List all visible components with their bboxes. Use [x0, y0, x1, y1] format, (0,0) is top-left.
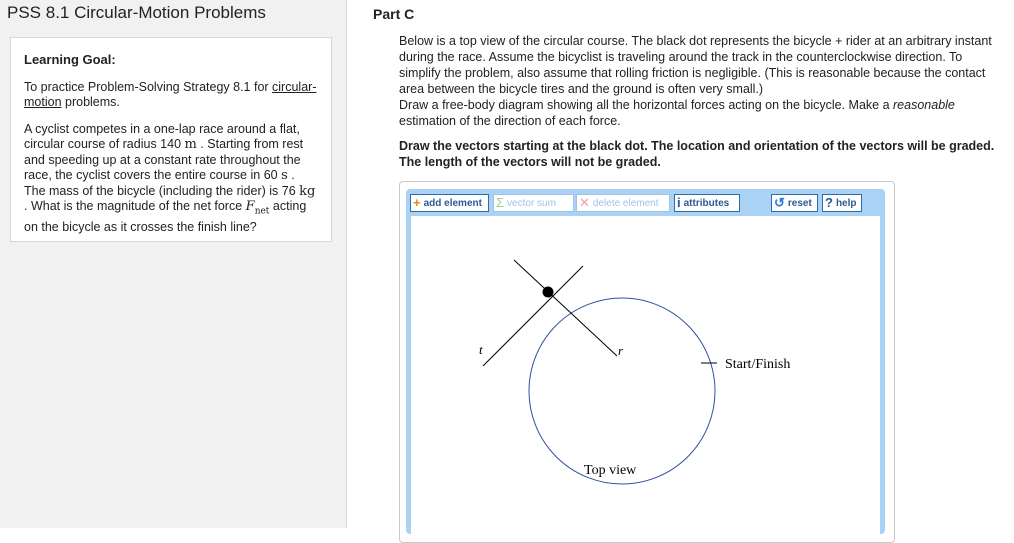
- help-button[interactable]: ? help: [822, 194, 862, 212]
- page-title: PSS 8.1 Circular-Motion Problems: [7, 3, 266, 22]
- left-panel: [0, 0, 347, 528]
- drawing-tool-frame: [406, 189, 885, 534]
- drawing-canvas[interactable]: [411, 216, 880, 534]
- reset-icon: ↺: [774, 195, 785, 210]
- tangent-line: [483, 266, 583, 366]
- delete-element-button[interactable]: ✕ delete element: [576, 194, 670, 212]
- main-content: [347, 0, 1014, 528]
- grading-instruction: Draw the vectors starting at the black dot. The location and orientation of the vectors will be graded. The length of the vectors will not be graded.: [399, 139, 995, 169]
- circular-motion-link[interactable]: circular-motion: [24, 79, 317, 109]
- mass-unit: kg: [299, 183, 316, 199]
- drawing-tool: [399, 181, 895, 543]
- time-value: 60: [263, 168, 278, 182]
- plus-icon: +: [413, 195, 421, 210]
- radius-value: 140: [160, 137, 182, 151]
- part-label: Part C: [373, 6, 415, 22]
- add-element-button[interactable]: + add element: [410, 194, 489, 212]
- attributes-button[interactable]: i attributes: [674, 194, 740, 212]
- force-symbol: $F_{net}$: [245, 199, 270, 217]
- description-text: Below is a top view of the circular course. The black dot represents the bicycle + rider at an arbitrary instant during the race. Assume the bicyclist is traveling around the track in the counterclockwise direction. To simplify the problem, also assume that rolling friction is negligible. (This is reasonable because the contact area between the bicycle tires and the ground is often very small.): [399, 34, 992, 96]
- course-diagram-svg: [411, 216, 880, 534]
- radius-unit: m: [184, 137, 197, 152]
- radial-label: r: [618, 343, 624, 358]
- vector-sum-button[interactable]: Σ vector sum: [493, 194, 574, 212]
- part-description: [399, 33, 999, 129]
- question-icon: ?: [825, 195, 833, 210]
- top-view-caption: Top view: [584, 463, 637, 478]
- time-unit: s: [281, 168, 288, 183]
- learning-goal-intro: To practice Problem-Solving Strategy 8.1 for circular-motion problems.: [24, 79, 317, 109]
- start-finish-label: Start/Finish: [725, 357, 791, 372]
- circular-course: [529, 298, 715, 484]
- drawing-toolbar: [406, 189, 885, 217]
- problem-statement: A cyclist competes in a one-lap race around a flat, circular course of radius 140 m . Starting from rest and speeding up at a constant rate throughout the race, the cyclist covers the entire course in 60 s . The mass of the bicycle (including the rider) is 76 kg . What is the magnitude of the net force $F_{net}$ acting on the bicycle as it crosses the finish line?: [24, 121, 316, 235]
- radial-line: [514, 260, 617, 356]
- task-text: Draw a free-body diagram showing all the horizontal forces acting on the bicycle. Make a reasonable estimation of the direction of each force.: [399, 98, 955, 128]
- tangent-label: t: [479, 342, 483, 357]
- mass-value: 76: [281, 183, 296, 198]
- sigma-icon: Σ: [496, 195, 505, 210]
- bicycle-dot[interactable]: [543, 287, 554, 298]
- info-icon: i: [677, 195, 681, 210]
- x-icon: ✕: [579, 195, 590, 210]
- learning-goal-heading: Learning Goal:: [24, 52, 116, 67]
- learning-goal-box: [10, 37, 332, 242]
- reset-button[interactable]: ↺ reset: [771, 194, 818, 212]
